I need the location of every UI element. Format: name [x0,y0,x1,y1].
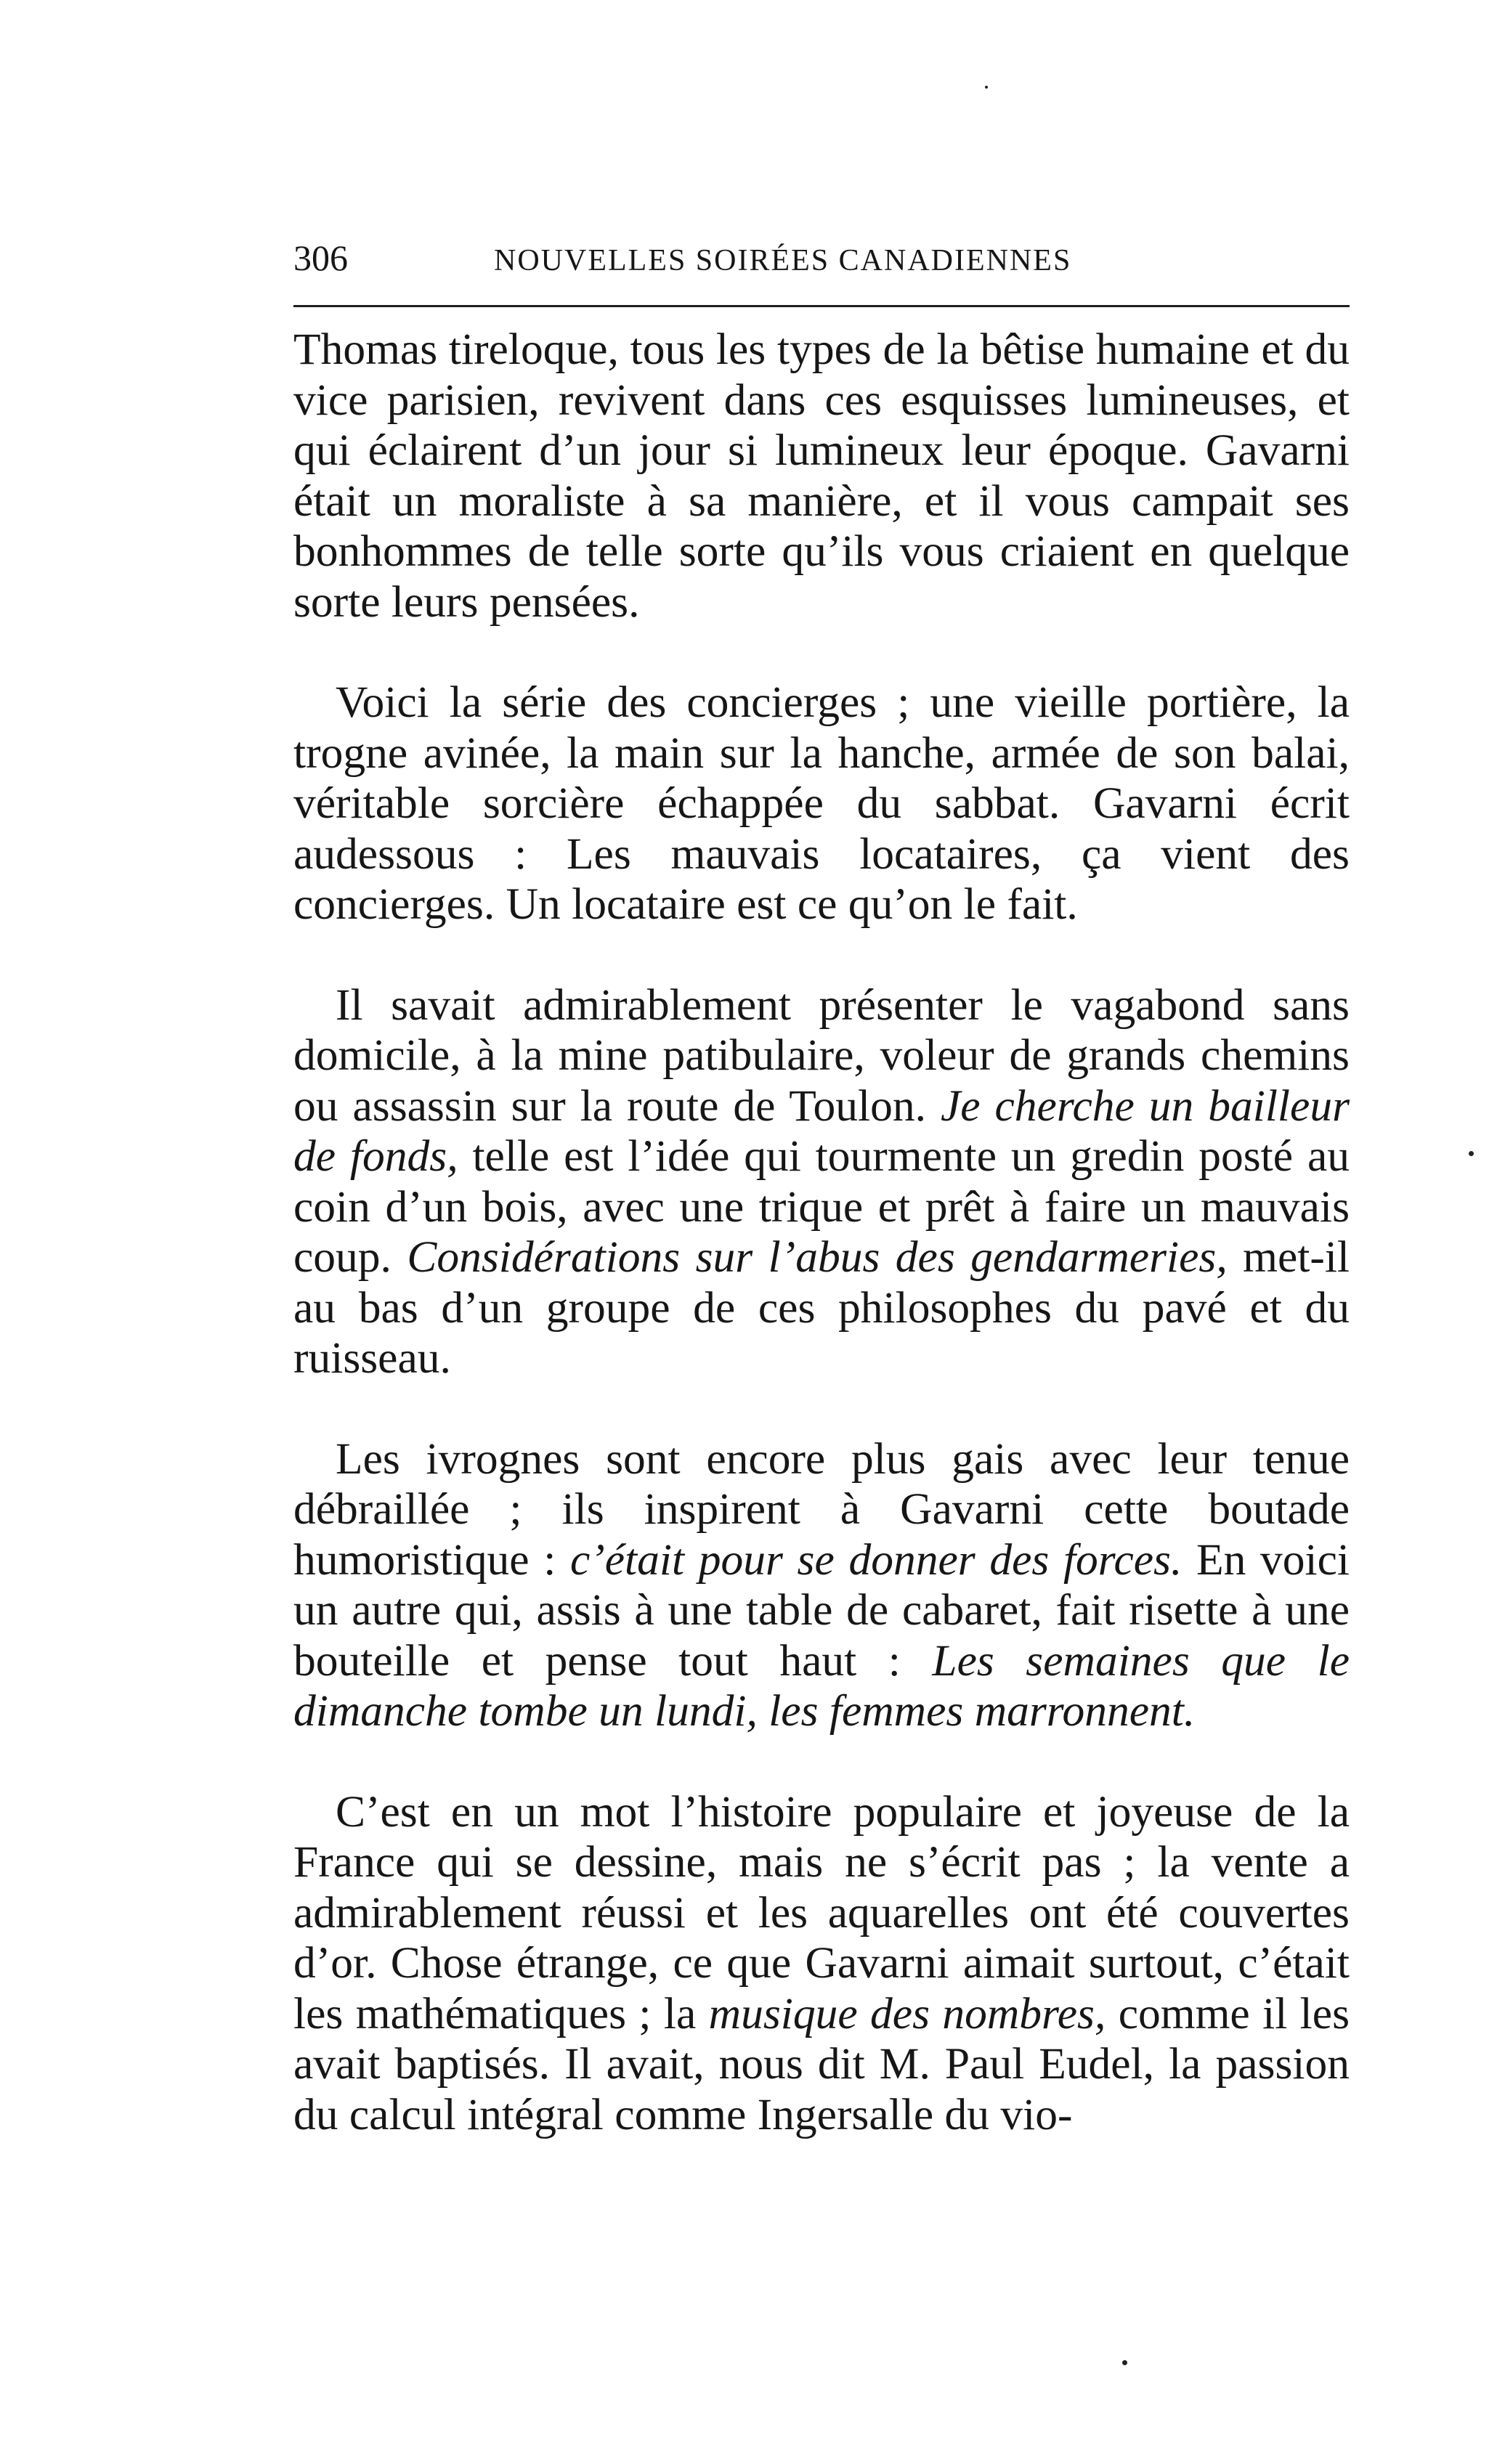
text-run: C’est en un mot l’histoire populaire et joyeuse de la France qui se dessine, mais ne s’écrit pas ; la vente a admirablement réussi et les aquarelles ont été couvertes d’or. Chose étrange, ce que Gavarni aimait surtout, c’était les mathématiques ; la [293,1786,1350,2038]
print-speck [1469,1151,1474,1156]
text-run: Thomas tireloque, tous les types de la bêtise humaine et du vice parisien, revivent dans ces esquisses lumineuses, et qui éclairent d’un jour si lumineux leur époque. Gavarni était un moraliste à sa manière, et il vous campait ses bonhommes de telle sorte qu’ils vous criaient en quelque sorte leurs pensées. [293,325,1350,627]
running-title: NOUVELLES SOIRÉES CANADIENNES [494,244,1072,277]
text-run: Voici la série des concierges ; une vieille portière, la trogne avinée, la main sur la hanche, armée de son balai, véritable sorcière échappée du sabbat. Gavarni écrit audessous : Les mauvais locataires, ça vient des concierges. Un locataire est ce qu’on le fait. [293,678,1350,929]
text-run: telle est l’idée qui tourmente un gredin posté au coin d’un bois, avec une trique et prêt à faire un mauvais coup. [293,1131,1350,1282]
page-number: 306 [293,237,348,278]
text-run: met-il au bas d’un groupe de ces philosophes du pavé et du ruisseau. [293,1232,1350,1383]
italic-quote: Considérations sur l’abus des gendarmeries, [407,1232,1228,1282]
italic-quote: musique des nombres, [708,1988,1106,2038]
italic-quote: Je cherche un bailleur de fonds, [293,1081,1350,1181]
header-rule [293,305,1350,307]
paragraph-2 [293,678,1350,930]
paragraph-5 [293,1787,1350,2141]
print-speck [1122,2360,1127,2365]
body-text [293,325,1350,2140]
italic-quote: c’était pour se donner des forces. [569,1534,1182,1585]
paragraph-3 [293,980,1350,1384]
text-run: Il savait admirablement présenter le vagabond sans domicile, à la mine patibulaire, voleur de grands chemins ou assassin sur la route de Toulon. [293,980,1350,1131]
running-head [293,232,1350,283]
text-run: comme il les avait baptisés. Il avait, nous dit M. Paul Eudel, la passion du calcul intégral comme Ingersalle du vio- [293,1988,1350,2139]
text-run: Les ivrognes sont encore plus gais avec leur tenue débraillée ; ils inspirent à Gavarni cette boutade humoristique : [293,1434,1350,1585]
paragraph-1 [293,325,1350,627]
italic-quote: Les semaines que le dimanche tombe un lundi, les femmes marronnent. [293,1635,1350,1736]
print-speck [985,86,988,89]
paragraph-4 [293,1434,1350,1737]
text-run: En voici un autre qui, assis à une table de cabaret, fait risette à une bouteille et pense tout haut : [293,1534,1350,1686]
book-page [293,232,1350,2140]
